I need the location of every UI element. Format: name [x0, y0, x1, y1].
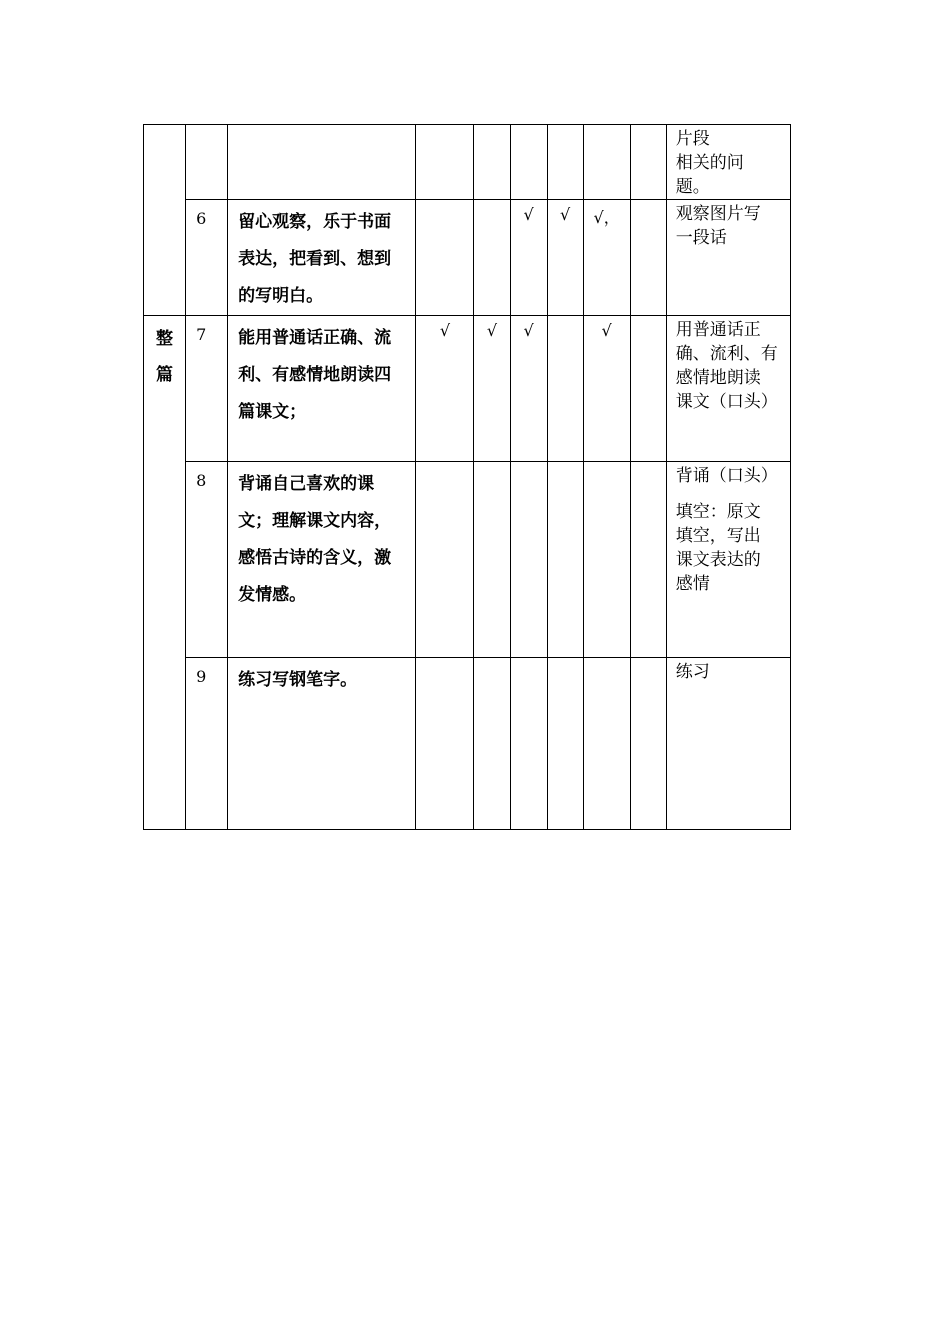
check-cell: [510, 125, 547, 200]
text-line: 背诵自己喜欢的课: [238, 474, 375, 494]
check-cell: [630, 316, 666, 462]
check-cell: [416, 125, 474, 200]
check-cell: √: [510, 316, 547, 462]
assessment-form-cell: [666, 462, 790, 658]
requirement-cell: [228, 200, 416, 316]
check-cell: [510, 462, 547, 658]
check-cell: [630, 200, 666, 316]
table-row: [144, 462, 791, 658]
text-line: 发情感。: [238, 585, 307, 605]
check-cell: [510, 658, 547, 830]
text-line: 篇: [156, 365, 174, 385]
check-cell: [547, 658, 583, 830]
requirement-cell: [228, 125, 416, 200]
table-row: [144, 125, 791, 200]
check-cell: [630, 462, 666, 658]
assessment-form-cell: [666, 125, 790, 200]
row-number: 8: [186, 462, 228, 658]
text-line: 的写明白。: [238, 286, 324, 306]
section-label-cell: [144, 316, 186, 830]
row-number: 6: [186, 200, 228, 316]
requirement-cell: [228, 316, 416, 462]
check-cell: [474, 658, 510, 830]
requirement-cell: [228, 462, 416, 658]
row-number: [186, 125, 228, 200]
check-cell: [547, 316, 583, 462]
assessment-table: [143, 124, 791, 830]
check-cell: [630, 658, 666, 830]
requirement-cell: [228, 658, 416, 830]
text-line: 练习: [675, 662, 710, 682]
assessment-form-cell: [666, 316, 790, 462]
check-cell: √: [510, 200, 547, 316]
section-cell-empty: [144, 125, 186, 316]
text-line: 观察图片写: [675, 204, 761, 224]
text-line: 确、流利、有: [675, 344, 778, 364]
table-row: [144, 658, 791, 830]
table-row: [144, 200, 791, 316]
check-cell: [547, 125, 583, 200]
check-cell: [547, 462, 583, 658]
check-cell: [416, 462, 474, 658]
row-number: 7: [186, 316, 228, 462]
text-line: 填空：原文: [675, 502, 761, 522]
check-cell: [583, 658, 630, 830]
check-cell: √: [474, 316, 510, 462]
text-line: 留心观察，乐于书面: [238, 212, 392, 232]
text-line: 背诵（口头）: [675, 466, 778, 486]
check-cell: √: [583, 316, 630, 462]
text-line: 课文（口头）: [675, 392, 778, 412]
text-line: 练习写钢笔字。: [238, 670, 358, 690]
check-cell: [583, 462, 630, 658]
text-line: 感悟古诗的含义，激: [238, 548, 392, 568]
check-cell: [583, 125, 630, 200]
check-cell: [416, 200, 474, 316]
text-line: 课文表达的: [675, 550, 761, 570]
text-line: 片段: [675, 129, 710, 149]
check-cell: [474, 462, 510, 658]
text-line: 整: [156, 329, 174, 349]
check-cell: [474, 200, 510, 316]
text-line: 利、有感情地朗读四: [238, 365, 392, 385]
text-line: 填空，写出: [675, 526, 761, 546]
text-line: 用普通话正: [675, 320, 761, 340]
text-line: 感情: [675, 574, 710, 594]
check-cell: [474, 125, 510, 200]
text-line: 相关的问: [675, 153, 744, 173]
assessment-form-cell: [666, 200, 790, 316]
check-cell: [630, 125, 666, 200]
text-line: 文；理解课文内容，: [238, 511, 392, 531]
text-line: 表达，把看到、想到: [238, 249, 392, 269]
table-row: [144, 316, 791, 462]
text-line: 能用普通话正确、流: [238, 328, 392, 348]
assessment-form-cell: [666, 658, 790, 830]
text-line: 一段话: [675, 228, 727, 248]
text-line: 感情地朗读: [675, 368, 761, 388]
check-cell: √，: [583, 200, 630, 316]
text-line: 篇课文；: [238, 402, 307, 422]
check-cell: √: [416, 316, 474, 462]
text-line: 题。: [675, 177, 710, 197]
check-cell: [416, 658, 474, 830]
text-line: [676, 488, 788, 500]
row-number: 9: [186, 658, 228, 830]
check-cell: √: [547, 200, 583, 316]
